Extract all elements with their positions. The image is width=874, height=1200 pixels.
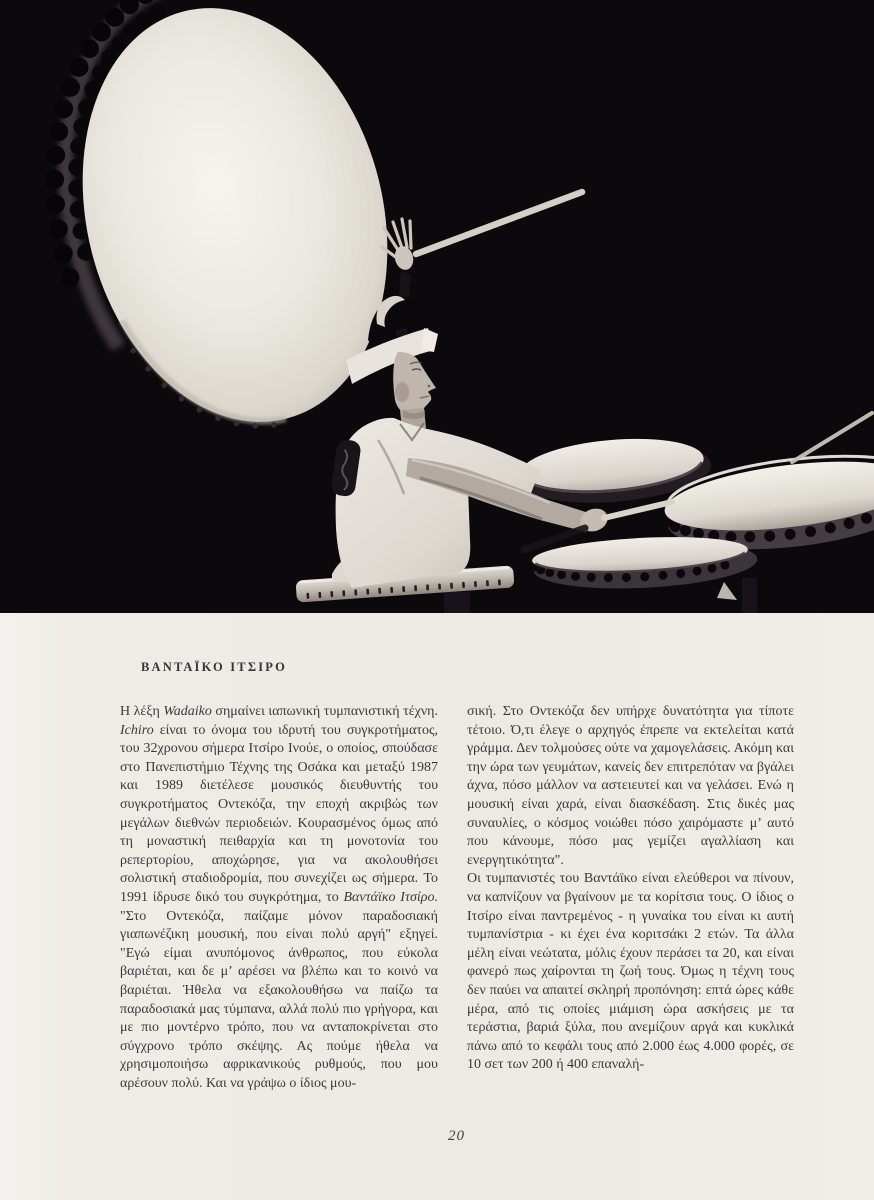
text-column-left — [120, 703, 438, 1093]
text-run: Οι τυμπανιστές του Βαντάϊκο είναι ελεύθεροι να πίνουν, να καπνίζουν να βγαίνουν με τα κορίτσια τους. Ο ίδιος ο Ιτσίρο είναι παντρεμένος - η γυναίκα του είναι κι αυτή τυμπανίστρια - κι έχει ένα κοριτσάκι 2 ετών. Τα άλλα μέλη είναι νεώτατα, μόλις έχουν περάσει τα 20, και είναι φανερό πως χαίρονται τη ζωή τους. Όμως η τέχνη τους δεν παύει να απαιτεί σκληρή προπόνηση: επτά ώρες κάθε μέρα, από τις οποίες μιάμιση ώρα ασκήσεις με τα τεράστια, βαριά ξύλα, που ανεμίζουν αργά και κυκλικά πάνω από το κεφάλι τους από 2.000 έως 4.000 φορές, σε 10 σετ των 200 ή 400 επαναλή- — [467, 871, 794, 1073]
page-number: 20 — [448, 1128, 465, 1144]
italic-run: Wadaiko — [163, 704, 212, 719]
article-heading: ΒΑΝΤΑΪΚΟ ΙΤΣΙΡΟ — [141, 660, 288, 674]
nostril — [428, 385, 431, 388]
text-run: σική. Στο Οντεκόζα δεν υπήρχε δυνατότητα για τίποτε τέτοιο. Ό,τι έλεγε ο αρχηγός έπρεπε να εκτελείται κατά γράμμα. Δεν τολμούσες ούτε να χαμογελάσεις. Ακόμη και την ώρα των γευμάτων, κανείς δεν επιτρεπόταν να βγάλει άχνα, πόσο μάλλον να αστειευτεί και να γελάσει. Ενώ η μουσική είναι χαρά, είναι διασκέδαση. Στις δικές μας συναυλίες, ο κόσμος νοιώθει πόσο χαιρόμαστε μ’ αυτό που κάνουμε, πόσο μας γεμίζει αγαλλίαση και ενεργητικότητα". — [467, 704, 794, 868]
text-column-right — [467, 703, 794, 1075]
paragraph — [467, 870, 794, 1075]
italic-run: Βαντάϊκο Ιτσίρο. — [343, 889, 438, 905]
text-run: "Στο Οντεκόζα, παίζαμε μόνον παραδοσιακή γιαπωνέζικη μουσική, που είναι πολύ αργή" εξηγεί. "Εγώ είμαι ανυπόμονος άνθρωπος, που εύκολα βαριέται, και δε μ’ αρέσει να βλέπω και το κοινό να βαριέται. Ήθελα να εξακολουθήσω να παίζω τα παραδοσιακά μας τύμπανα, αλλά πολύ πιο γρήγορα, και με πιο μοντέρνο τρόπο, που να ανταποκρίνεται στο σύγχρονο τρόπο σκέψης. Ας πούμε ήθελα να χρησιμοποιήσω αφρικανικούς ρυθμούς, που μου αρέσουν πολύ. Και να γράψω ο ίδιος μου- — [120, 908, 438, 1091]
cheek-shadow — [395, 382, 409, 402]
paragraph — [467, 703, 794, 870]
text-run: είναι το όνομα του ιδρυτή του συγκροτήματος, του 32χρονου σήμερα Ιτσίρο Ινούε, ο οποίος, σπούδασε στο Πανεπιστήμιο Τέχνης της Οσάκα και μεταξύ 1987 και 1989 διετέλεσε μουσικός διευθυντής του συγκροτήματος Οντεκόζα, την εποχή ακριβώς των μεγάλων διεθνών περιοδειών. Κουρασμένος όμως από τη μοναστική πειθαρχία και τη μονοτονία του ρεπερτορίου, αποχώρησε, για να ακολουθήσει σολιστική σταδιοδρομία, που συνεχίζει ως σήμερα. Το 1991 ίδρυσε δικό του συγκρότημα, το — [120, 722, 438, 905]
paragraph — [120, 703, 438, 1093]
italic-run: Ichiro — [120, 722, 154, 738]
text-run: σημαίνει ιαπωνική τυμπανιστική τέχνη. — [211, 704, 439, 719]
drum-stand-leg — [444, 592, 470, 613]
drum-stand-leg — [742, 578, 757, 613]
text-run: Η λέξη — [120, 704, 164, 719]
